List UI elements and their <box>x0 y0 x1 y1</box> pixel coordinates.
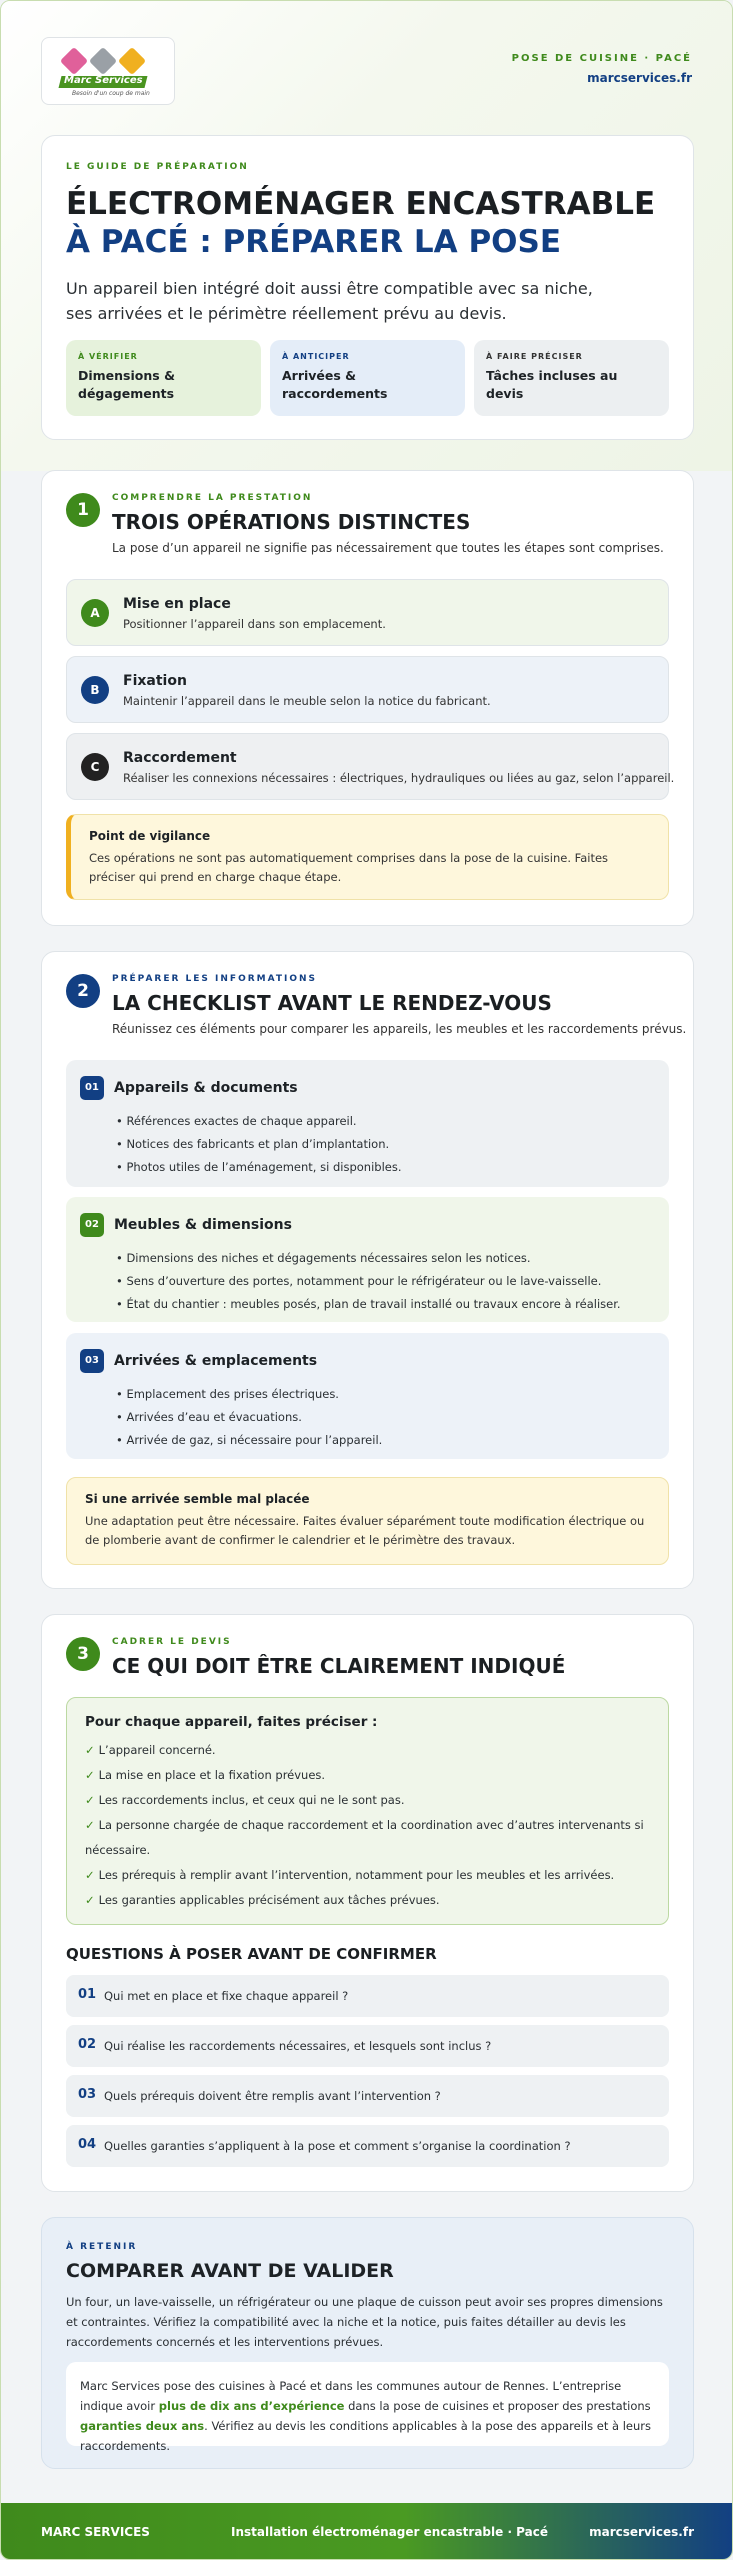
header-site-link[interactable]: marcservices.fr <box>587 71 692 85</box>
check-item: ✓ La mise en place et la fixation prévues. <box>85 1763 650 1788</box>
operation-row-c <box>66 733 675 800</box>
checks-title: Pour chaque appareil, faites préciser : <box>85 1714 378 1730</box>
block-title: Arrivées & emplacements <box>114 1353 318 1369</box>
logo-slogan: Besoin d'un coup de main <box>72 90 150 97</box>
checklist-block <box>66 1060 669 1187</box>
retain-card <box>41 2217 694 2469</box>
experience-highlight: plus de dix ans d’expérience <box>158 2399 345 2413</box>
operation-letter: A <box>81 599 109 627</box>
logo-diamond-yellow-icon <box>118 47 146 75</box>
question-item <box>66 2075 669 2117</box>
checklist-block <box>66 1197 669 1322</box>
quote-checks <box>66 1697 669 1925</box>
list-item: • Photos utiles de l’aménagement, si disponibles. <box>116 1156 401 1179</box>
question-item <box>66 2125 669 2167</box>
operation-letter: C <box>81 753 109 781</box>
question-item <box>66 1975 669 2017</box>
section-number: 2 <box>66 974 100 1008</box>
section-title: CE QUI DOIT ÊTRE CLAIREMENT INDIQUÉ <box>112 1654 566 1678</box>
question-text: Quelles garanties s’appliquent à la pose et comment s’organise la coordination ? <box>104 2139 571 2153</box>
block-title: Meubles & dimensions <box>114 1217 292 1233</box>
operation-desc: Positionner l’appareil dans son emplacement. <box>123 617 386 631</box>
section-number: 3 <box>66 1637 100 1671</box>
check-item: ✓ Les raccordements inclus, et ceux qui ne le sont pas. <box>85 1788 650 1813</box>
list-item: • Notices des fabricants et plan d’implantation. <box>116 1133 401 1156</box>
company-text: Marc Services pose des cuisines à Pacé et dans les communes autour de Rennes. L’entreprise indique avoir <box>80 2379 622 2413</box>
block-number: 01 <box>80 1076 104 1100</box>
question-number: 03 <box>78 2087 97 2102</box>
check-item: ✓ L’appareil concerné. <box>85 1738 650 1763</box>
block-title: Appareils & documents <box>114 1080 298 1096</box>
section-subtitle: La pose d’un appareil ne signifie pas nécessairement que toutes les étapes sont comprises. <box>112 541 664 555</box>
questions-title: QUESTIONS À POSER AVANT DE CONFIRMER <box>66 1945 437 1963</box>
hero-eyebrow: LE GUIDE DE PRÉPARATION <box>66 162 249 172</box>
company-note <box>66 2362 669 2453</box>
operation-desc: Réaliser les connexions nécessaires : électriques, hydrauliques ou liées au gaz, selon l’appareil. <box>123 771 675 785</box>
question-item <box>66 2025 669 2067</box>
logo-brand: Marc Services <box>64 75 143 86</box>
chip-key: À ANTICIPER <box>282 352 350 361</box>
section-2 <box>41 951 694 1589</box>
chip-key: À VÉRIFIER <box>78 352 138 361</box>
list-item: • Arrivées d’eau et évacuations. <box>116 1406 382 1429</box>
checks-list <box>85 1738 650 1913</box>
chip-key: À FAIRE PRÉCISER <box>486 352 583 361</box>
question-text: Quels prérequis doivent être remplis avant l’intervention ? <box>104 2089 441 2103</box>
question-text: Qui met en place et fixe chaque appareil ? <box>104 1989 349 2003</box>
operation-row-a <box>66 579 669 646</box>
chip-value: Dimensions & dégagements <box>78 368 175 401</box>
company-text: . Vérifiez au devis les conditions applicables à la pose des appareils et à leurs raccordements. <box>80 2419 651 2453</box>
vigilance-note <box>66 814 669 900</box>
note-text: Une adaptation peut être nécessaire. Faites évaluer séparément toute modification électrique ou de plomberie avant de confirmer le calendrier et le périmètre des travaux. <box>85 1514 645 1547</box>
footer-site-link[interactable]: marcservices.fr <box>589 2525 694 2539</box>
chip-anticipate <box>270 340 465 416</box>
block-list <box>116 1110 401 1179</box>
chip-value: Arrivées & raccordements <box>282 368 388 401</box>
block-list <box>116 1247 621 1316</box>
section-eyebrow: PRÉPARER LES INFORMATIONS <box>112 974 318 984</box>
section-eyebrow: COMPRENDRE LA PRESTATION <box>112 493 313 503</box>
list-item: • Arrivée de gaz, si nécessaire pour l’appareil. <box>116 1429 382 1452</box>
chip-specify <box>474 340 669 416</box>
header <box>41 37 692 107</box>
logo[interactable] <box>41 37 175 105</box>
check-item: ✓ Les garanties applicables précisément aux tâches prévues. <box>85 1888 650 1913</box>
note-text: Ces opérations ne sont pas automatiquement comprises dans la pose de la cuisine. Faites préciser qui prend en charge chaque étape. <box>89 851 609 884</box>
warranty-highlight: garanties deux ans <box>80 2419 205 2433</box>
block-number: 02 <box>80 1213 104 1237</box>
question-text: Qui réalise les raccordements nécessaires, et lesquels sont inclus ? <box>104 2039 492 2053</box>
hero-title-line2: À PACÉ : PRÉPARER LA POSE <box>66 224 562 260</box>
question-number: 02 <box>78 2037 97 2052</box>
section-subtitle: Réunissez ces éléments pour comparer les appareils, les meubles et les raccordements prévus. <box>112 1022 687 1036</box>
hero-chips <box>66 340 669 416</box>
list-item: • État du chantier : meubles posés, plan de travail installé ou travaux encore à réaliser. <box>116 1293 621 1316</box>
retain-text: Un four, un lave-vaisselle, un réfrigérateur ou une plaque de cuisson peut avoir ses propres dimensions et contraintes. Vérifiez la compatibilité avec la niche et la notice, puis faites détailler au devis les raccordements concernés et les interventions prévues. <box>66 2295 663 2349</box>
block-number: 03 <box>80 1349 104 1373</box>
section-title: TROIS OPÉRATIONS DISTINCTES <box>112 510 471 534</box>
note-title: Si une arrivée semble mal placée <box>85 1492 310 1506</box>
operation-letter: B <box>81 676 109 704</box>
operation-title: Fixation <box>123 673 187 689</box>
logo-diamond-pink-icon <box>60 47 88 75</box>
hero-title-line1: ÉLECTROMÉNAGER ENCASTRABLE <box>66 186 656 222</box>
footer-tagline: Installation électroménager encastrable · Pacé <box>231 2525 548 2539</box>
operation-title: Mise en place <box>123 596 231 612</box>
retain-eyebrow: À RETENIR <box>66 2242 138 2252</box>
list-item: • Emplacement des prises électriques. <box>116 1383 382 1406</box>
section-eyebrow: CADRER LE DEVIS <box>112 1637 232 1647</box>
checklist-block <box>66 1333 669 1459</box>
section-number: 1 <box>66 493 100 527</box>
retain-title: COMPARER AVANT DE VALIDER <box>66 2260 394 2282</box>
chip-verify <box>66 340 261 416</box>
footer <box>1 2503 733 2560</box>
check-item: ✓ Les prérequis à remplir avant l’intervention, notamment pour les meubles et les arrivées. <box>85 1863 650 1888</box>
section-1 <box>41 470 694 926</box>
section-3 <box>41 1614 694 2192</box>
section-title: LA CHECKLIST AVANT LE RENDEZ-VOUS <box>112 991 552 1015</box>
operation-row-b <box>66 656 669 723</box>
list-item: • Dimensions des niches et dégagements nécessaires selon les notices. <box>116 1247 621 1270</box>
block-list <box>116 1383 382 1452</box>
note-title: Point de vigilance <box>89 829 211 843</box>
arrival-note <box>66 1477 669 1565</box>
header-kicker: POSE DE CUISINE · PACÉ <box>511 53 692 64</box>
footer-brand: MARC SERVICES <box>41 2525 150 2539</box>
question-number: 04 <box>78 2137 97 2152</box>
check-item: ✓ La personne chargée de chaque raccordement et la coordination avec d’autres intervenants si nécessaire. <box>85 1813 650 1863</box>
operation-title: Raccordement <box>123 750 237 766</box>
logo-diamond-grey-icon <box>89 47 117 75</box>
list-item: • Références exactes de chaque appareil. <box>116 1110 401 1133</box>
company-text: dans la pose de cuisines et proposer des prestations <box>344 2399 651 2413</box>
question-number: 01 <box>78 1987 97 2002</box>
hero-card <box>41 135 694 440</box>
list-item: • Sens d’ouverture des portes, notamment pour le réfrigérateur ou le lave-vaisselle. <box>116 1270 621 1293</box>
hero-lead: Un appareil bien intégré doit aussi être compatible avec sa niche, ses arrivées et le périmètre réellement prévu au devis. <box>66 279 593 323</box>
chip-value: Tâches incluses au devis <box>486 368 618 401</box>
operation-desc: Maintenir l’appareil dans le meuble selon la notice du fabricant. <box>123 694 491 708</box>
